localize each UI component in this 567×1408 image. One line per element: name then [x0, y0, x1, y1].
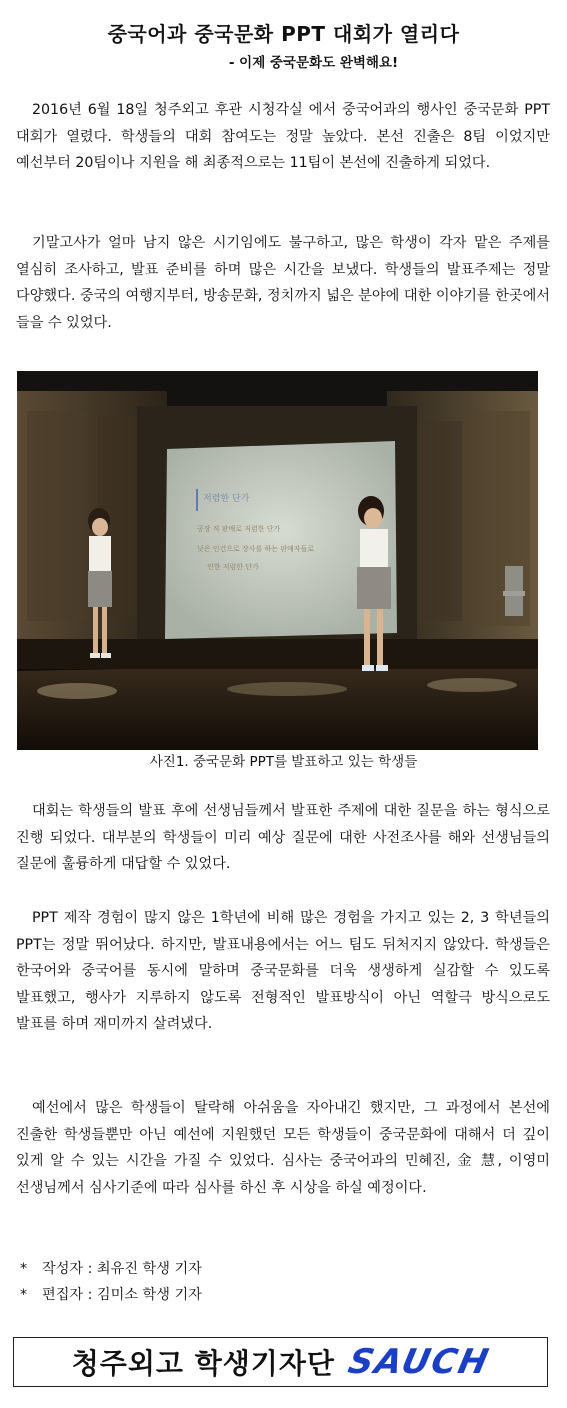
credit-editor: [20, 1284, 202, 1304]
banner-text: 청주외고 학생기자단: [71, 1347, 335, 1380]
article-subtitle: - 이제 중국문화도 완벽해요!: [228, 55, 399, 71]
credit-writer: [20, 1258, 202, 1278]
credit-bullet: *: [20, 1287, 28, 1303]
credit-bullet: *: [20, 1261, 28, 1277]
paragraph-2: 기말고사가 얼마 남지 않은 시기임에도 불구하고, 많은 학생이 각자 맡은 주제를 열심히 조사하고, 발표 준비를 하며 많은 시간을 보냈다. 학생들의 발표주제는 정말 다양했다. 중국의 여행지부터, 방송문화, 정치까지 넓은 분야에 대한 이야기를 한곳에서 들을 수 있었다.: [16, 235, 550, 331]
slide-bullet-2: 낮은 인건으로 장사를 하는 판매자들로: [197, 545, 315, 553]
paragraph-5: 예선에서 많은 학생들이 탈락해 아쉬움을 자아내긴 했지만, 그 과정에서 본선에 진출한 학생들뿐만 아닌 예선에 지원했던 모든 학생들이 중국문화에 대해서 더 깊이 있게 알 수 있는 시간을 가질 수 있었다. 심사는 중국어과의 민혜진, 金 慧, 이영미 선생님께서 심사기준에 따라 심사를 하신 후 시상을 하실 예정이다.: [16, 1100, 550, 1196]
press-banner: [13, 1337, 548, 1387]
photo-caption: 사진1. 중국문화 PPT를 발표하고 있는 학생들: [149, 754, 418, 770]
event-photo: [17, 371, 538, 750]
slide-bullet-1: 공장 직 판매로 저렴한 단가: [197, 525, 281, 533]
paragraph-3: 대회는 학생들의 발표 후에 선생님들께서 발표한 주제에 대한 질문을 하는 형식으로 진행 되었다. 대부분의 학생들이 미리 예상 질문에 대한 사전조사를 해와 선생님들의 질문에 훌륭하게 대답할 수 있었다.: [16, 803, 550, 872]
slide-heading: 저렴한 단가: [203, 494, 250, 504]
banner-logo: SAUCH: [344, 1342, 494, 1382]
article-title: 중국어과 중국문화 PPT 대회가 열리다: [107, 22, 460, 46]
paragraph-4: PPT 제작 경험이 많지 않은 1학년에 비해 많은 경험을 가지고 있는 2, 3 학년들의 PPT는 정말 뛰어났다. 하지만, 발표내용에서는 어느 팀도 뒤처지지 않았다. 학생들은 한국어와 중국어를 동시에 말하며 중국문화를 더욱 생생하게 실감할 수 있도록 발표했고, 행사가 지루하지 않도록 전형적인 발표방식이 아닌 역할극 방식으로도 발표를 하며 재미까지 살려냈다.: [16, 910, 550, 1032]
paragraph-1: 2016년 6월 18일 청주외고 후관 시청각실 에서 중국어과의 행사인 중국문화 PPT 대회가 열렸다. 학생들의 대회 참여도는 정말 높았다. 본선 진출은 8팀 이었지만 예선부터 20팀이나 지원을 해 최종적으로는 11팀이 본선에 진출하게 되었다.: [16, 102, 550, 171]
credit-editor-text: 편집자 : 김미소 학생 기자: [42, 1287, 202, 1303]
credit-writer-text: 작성자 : 최유진 학생 기자: [42, 1261, 202, 1277]
slide-bullet-3: 인한 저렴한 단가: [207, 563, 259, 571]
